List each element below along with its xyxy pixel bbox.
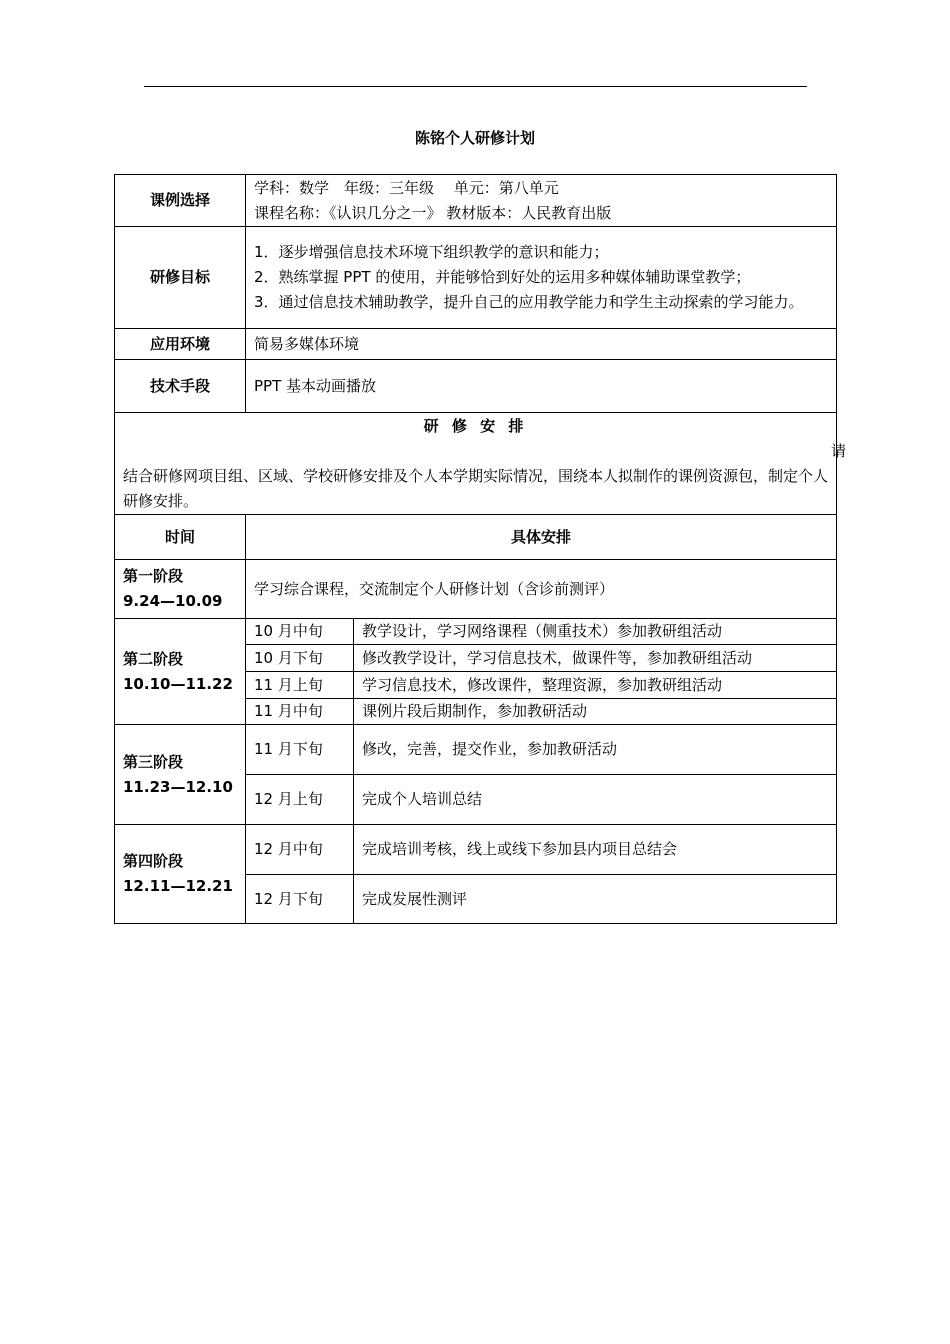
- arrangement-text: 结合研修网项目组、区域、学校研修安排及个人本学期实际情况，围绕本人拟制作的课例资源包，制定个人研修安排。: [123, 466, 829, 510]
- period-cell: 11 月下旬: [246, 725, 354, 775]
- goal-item: 2．熟练掌握 PPT 的使用，并能够恰到好处的运用多种媒体辅助课堂教学；: [254, 268, 751, 286]
- case-row: [115, 175, 837, 227]
- goal-item: 3．通过信息技术辅助教学，提升自己的应用教学能力和学生主动探索的学习能力。: [254, 293, 804, 311]
- case-label: 课例选择: [115, 175, 246, 227]
- env-value: 简易多媒体环境: [246, 329, 837, 360]
- stage-name: 第一阶段: [123, 567, 184, 585]
- schedule-row: [115, 825, 837, 875]
- goals-row: [115, 227, 837, 329]
- plan-table: [114, 174, 846, 924]
- goal-item: 1．逐步增强信息技术环境下组织教学的意识和能力；: [254, 243, 609, 261]
- env-label: 应用环境: [115, 329, 246, 360]
- period-cell: 11 月上旬: [246, 672, 354, 699]
- task-cell: 修改，完善，提交作业，参加教研活动: [354, 725, 837, 775]
- stage-range: 9.24—10.09: [123, 592, 223, 610]
- stage-1-row: [115, 560, 837, 619]
- stage-range: 10.10—11.22: [123, 674, 233, 693]
- task-cell: 教学设计，学习网络课程（侧重技术）参加教研组活动: [354, 619, 837, 645]
- detail-header: 具体安排: [246, 515, 837, 560]
- tech-label: 技术手段: [115, 360, 246, 413]
- stage-name: 第四阶段: [123, 852, 184, 870]
- stage-1-task: 学习综合课程，交流制定个人研修计划（含诊前测评）: [246, 560, 837, 619]
- document-title: 陈铭个人研修计划: [414, 129, 535, 147]
- env-row: [115, 329, 837, 360]
- task-cell: 完成个人培训总结: [354, 775, 837, 825]
- task-cell: 课例片段后期制作，参加教研活动: [354, 699, 837, 725]
- task-cell: 完成发展性测评: [354, 875, 837, 924]
- tech-row: [115, 360, 837, 413]
- course-name: 《认识几分之一》: [329, 203, 442, 222]
- course-name-label: 课程名称：: [254, 203, 330, 222]
- period-cell: 12 月上旬: [246, 775, 354, 825]
- arrangement-heading: 研 修 安 排: [423, 416, 528, 435]
- stage-range: 11.23—12.10: [123, 777, 233, 796]
- schedule-row: [115, 725, 837, 775]
- arrangement-row: [115, 413, 837, 515]
- task-cell: 完成培训考核，线上或线下参加县内项目总结会: [354, 825, 837, 875]
- stage-name: 第三阶段: [123, 752, 184, 771]
- schedule-row: [115, 619, 837, 645]
- period-cell: 10 月下旬: [246, 645, 354, 672]
- stage-2-label: [115, 619, 246, 725]
- arrangement-cell: [115, 413, 846, 515]
- period-cell: 10 月中旬: [246, 619, 354, 645]
- case-value: [246, 175, 837, 227]
- case-line-2: [254, 201, 828, 226]
- time-header: 时间: [115, 515, 246, 560]
- header-rule: [144, 86, 807, 87]
- stage-1-label: [115, 560, 246, 619]
- schedule-header-row: [115, 515, 837, 560]
- tech-value: PPT 基本动画播放: [246, 360, 837, 413]
- task-cell: 学习信息技术，修改课件，整理资源，参加教研组活动: [354, 672, 837, 699]
- goals-value: [246, 227, 837, 329]
- stage-range: 12.11—12.21: [123, 877, 233, 895]
- task-cell: 修改教学设计，学习信息技术，做课件等，参加教研组活动: [354, 645, 837, 672]
- arrangement-request-word: 请: [830, 441, 846, 460]
- stage-4-label: [115, 825, 246, 924]
- stage-name: 第二阶段: [123, 649, 184, 668]
- period-cell: 12 月下旬: [246, 875, 354, 924]
- period-cell: 12 月中旬: [246, 825, 354, 875]
- case-line-1: 学科：数学 年级：三年级 单元：第八单元: [254, 178, 559, 197]
- textbook-edition: 教材版本：人民教育出版: [441, 203, 612, 222]
- goals-label: 研修目标: [115, 227, 246, 329]
- stage-3-label: [115, 725, 246, 825]
- period-cell: 11 月中旬: [246, 699, 354, 725]
